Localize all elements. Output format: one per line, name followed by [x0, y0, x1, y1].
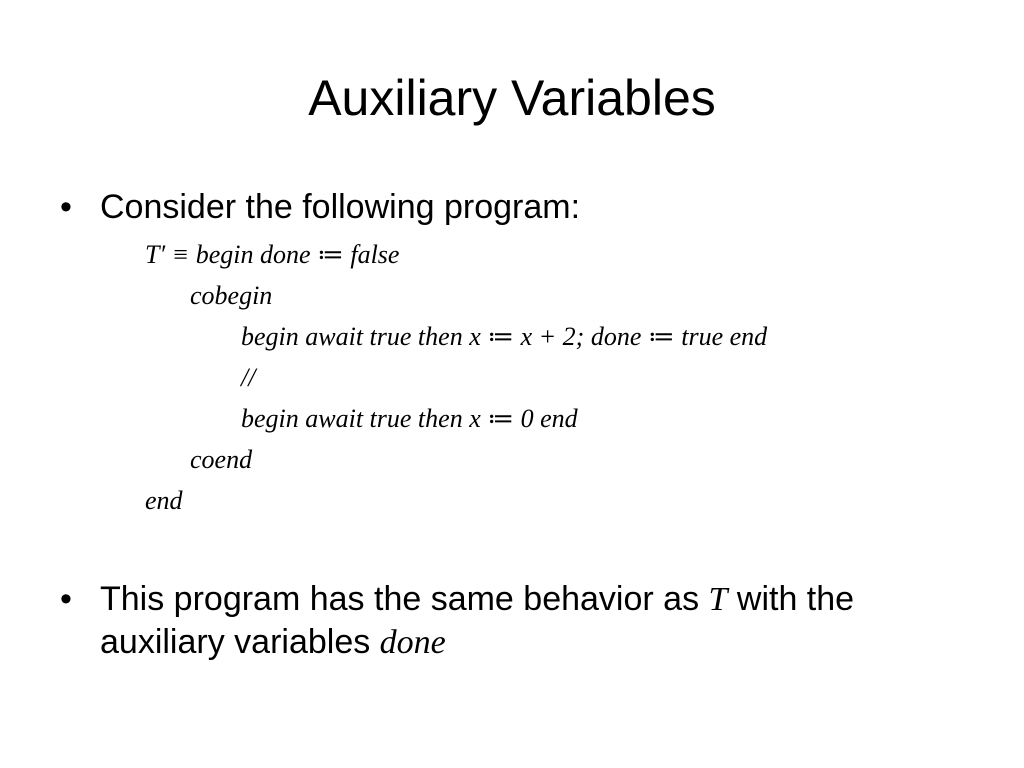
slide-title: Auxiliary Variables [308, 70, 716, 126]
program-line-4: // [241, 363, 256, 392]
program-line-6: coend [190, 445, 253, 474]
variable-t: T [708, 581, 728, 618]
bullet-dot: • [60, 580, 72, 618]
program-line-7: end [145, 486, 183, 515]
text-before: This program has the same behavior as [100, 580, 709, 618]
program-line-5: begin await true then x ≔ 0 end [241, 404, 578, 433]
aux-text: auxiliary variables [100, 623, 380, 661]
bullet-line-1 [100, 578, 854, 621]
bullet-text-block [100, 578, 854, 664]
program-line-3: begin await true then x ≔ x + 2; done ≔ true end [241, 322, 768, 351]
bullet-line-2 [100, 621, 854, 664]
program-line-1: T′ ≡ begin done ≔ false [145, 240, 400, 269]
bullet-dot: • [60, 188, 72, 226]
variable-done: done [379, 624, 446, 661]
text-after: with the [727, 580, 855, 618]
program-line-2: cobegin [190, 281, 273, 310]
bullet-text: Consider the following program: [100, 188, 581, 226]
